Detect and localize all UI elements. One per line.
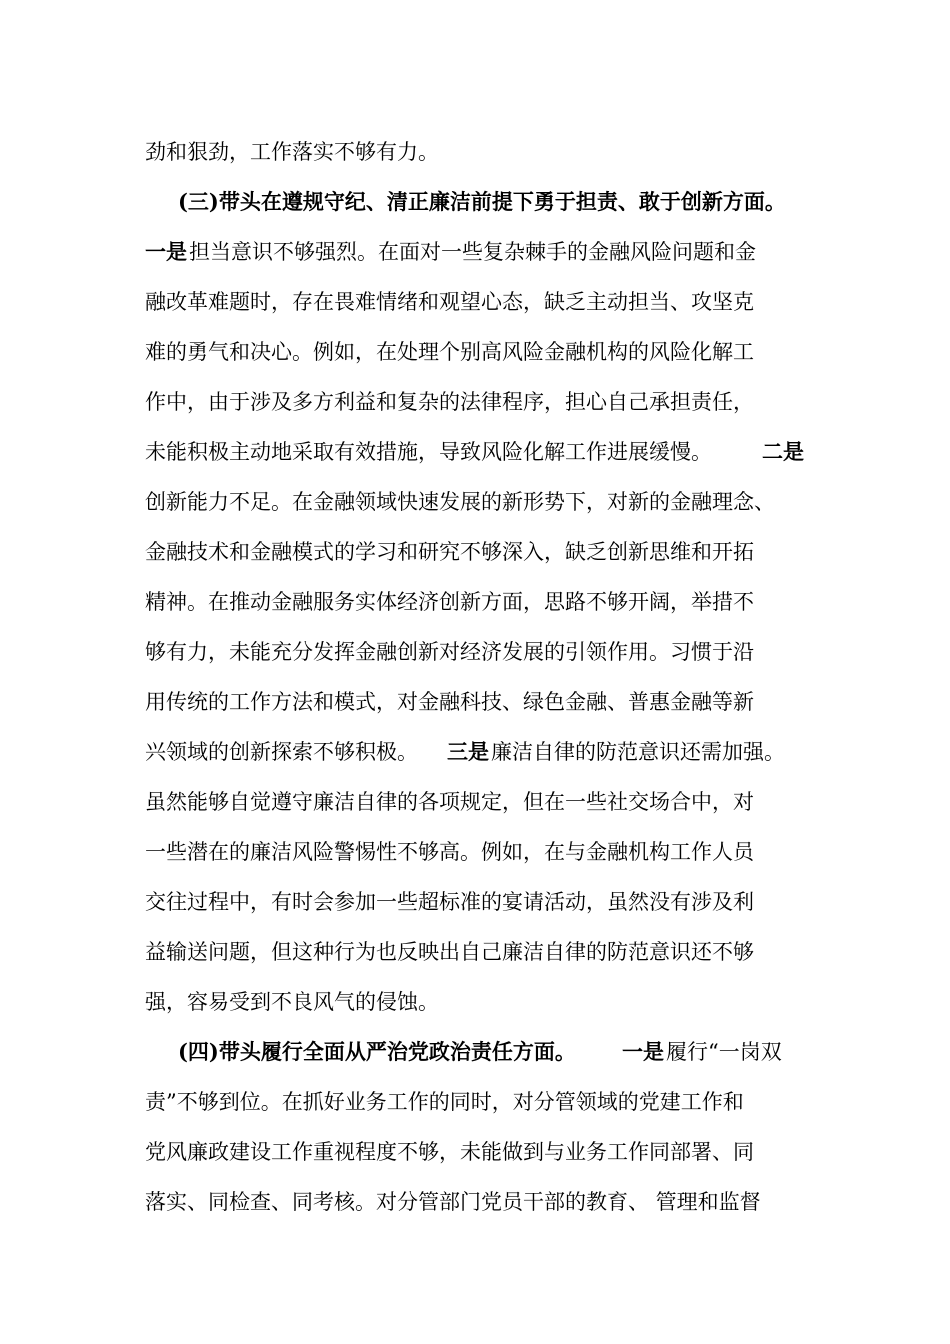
text-line bbox=[0, 332, 950, 372]
text-segment: 担当意识不够强烈。在面对一些复杂棘手的金融风险问题和金 bbox=[189, 240, 756, 264]
text-segment: 廉洁自律的防范意识还需加强。 bbox=[491, 740, 785, 764]
text-segment: 用传统的工作方法和模式，对金融科技、绿色金融、普惠金融等新 bbox=[145, 690, 754, 714]
text-segment: 益输送问题，但这种行为也反映出自己廉洁自律的防范意识还不够 bbox=[145, 940, 754, 964]
text-segment: 落实、同检查、同考核。对分管部门党员干部的教育、 管理和监督 bbox=[145, 1190, 761, 1214]
text-line bbox=[0, 1182, 950, 1222]
text-segment: 交往过程中，有时会参加一些超标准的宴请活动，虽然没有涉及利 bbox=[145, 890, 754, 914]
text-line bbox=[0, 282, 950, 322]
text-line bbox=[0, 1082, 950, 1122]
text-segment: 强，容易受到不良风气的侵蚀。 bbox=[145, 990, 439, 1014]
text-line bbox=[0, 232, 950, 272]
section-heading bbox=[0, 1032, 950, 1072]
text-segment: 作中，由于涉及多方利益和复杂的法律程序，担心自己承担责任， bbox=[145, 390, 754, 414]
text-line bbox=[0, 482, 950, 522]
text-line bbox=[0, 682, 950, 722]
text-segment: 虽然能够自觉遵守廉洁自律的各项规定，但在一些社交场合中，对 bbox=[145, 790, 754, 814]
text-segment: 党风廉政建设工作重视程度不够，未能做到与业务工作同部署、同 bbox=[145, 1140, 754, 1164]
text-line bbox=[0, 132, 950, 172]
text-line bbox=[0, 432, 950, 472]
text-line bbox=[0, 382, 950, 422]
text-line bbox=[0, 932, 950, 972]
text-line bbox=[0, 782, 950, 822]
text-line bbox=[0, 532, 950, 572]
bold-marker: 二是 bbox=[762, 439, 804, 464]
heading-text: (三)带头在遵规守纪、清正廉洁前提下勇于担责、敢于创新方面。 bbox=[178, 189, 786, 214]
bold-marker: 三是 bbox=[447, 739, 489, 764]
text-line bbox=[0, 1132, 950, 1172]
text-segment: 一些潜在的廉洁风险警惕性不够高。例如，在与金融机构工作人员 bbox=[145, 840, 754, 864]
text-segment: 创新能力不足。在金融领域快速发展的新形势下，对新的金融理念、 bbox=[145, 490, 775, 514]
text-segment: 够有力，未能充分发挥金融创新对经济发展的引领作用。习惯于沿 bbox=[145, 640, 754, 664]
text-segment: 融改革难题时，存在畏难情绪和观望心态，缺乏主动担当、攻坚克 bbox=[145, 290, 754, 314]
text-line bbox=[0, 832, 950, 872]
section-heading bbox=[0, 182, 950, 222]
bold-marker: 一是 bbox=[622, 1039, 664, 1064]
text-segment: 履行“一岗双 bbox=[666, 1040, 782, 1064]
text-line bbox=[0, 982, 950, 1022]
text-line bbox=[0, 582, 950, 622]
text-segment: 金融技术和金融模式的学习和研究不够深入，缺乏创新思维和开拓 bbox=[145, 540, 754, 564]
text-segment: 兴领域的创新探索不够积极。 bbox=[145, 740, 418, 764]
text-segment: 劲和狠劲，工作落实不够有力。 bbox=[145, 140, 439, 164]
heading-text: (四)带头履行全面从严治党政治责任方面。 bbox=[178, 1039, 576, 1064]
text-line bbox=[0, 882, 950, 922]
text-line bbox=[0, 732, 950, 772]
bold-marker: 一是 bbox=[145, 239, 187, 264]
text-line bbox=[0, 632, 950, 672]
text-segment: 责”不够到位。在抓好业务工作的同时，对分管领域的党建工作和 bbox=[145, 1090, 744, 1114]
text-segment: 难的勇气和决心。例如，在处理个别高风险金融机构的风险化解工 bbox=[145, 340, 754, 364]
text-segment: 未能积极主动地采取有效措施，导致风险化解工作进展缓慢。 bbox=[145, 440, 712, 464]
text-segment: 精神。在推动金融服务实体经济创新方面，思路不够开阔，举措不 bbox=[145, 590, 754, 614]
